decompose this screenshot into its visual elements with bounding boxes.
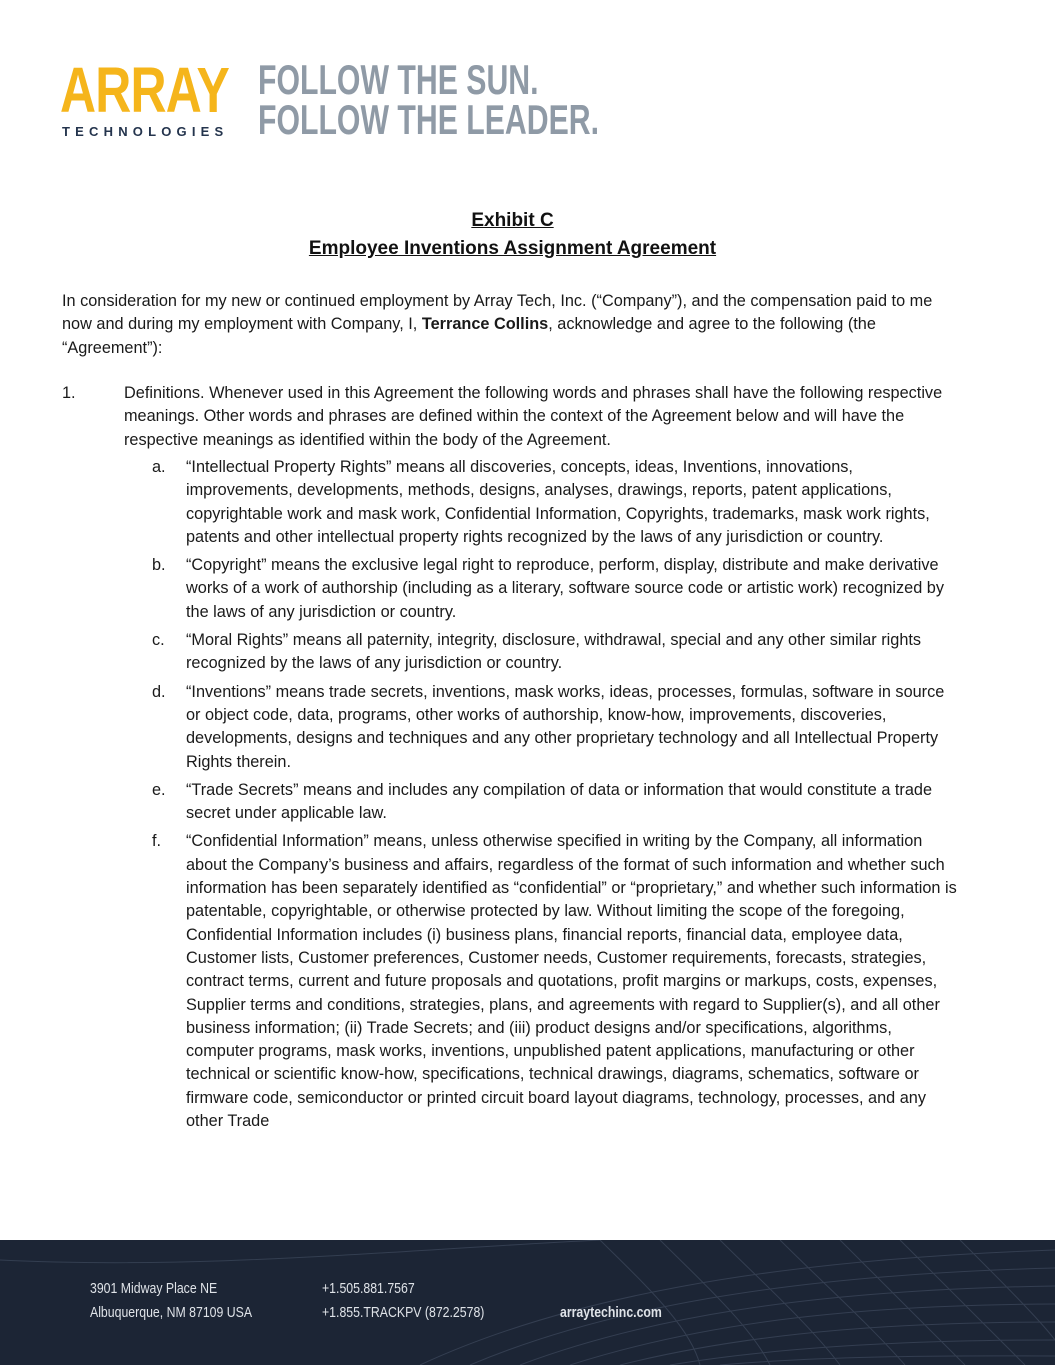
section-number: 1. (62, 384, 76, 402)
list-item-text: “Confidential Information” means, unless otherwise specified in writing by the Company, all information about the Company’s business and affairs, regardless of the format of such information and whether such information has been separately identified as “confidential” or “proprietary,” and whether such information is patentable, copyrightable, or otherwise protected by law. Without limiting the scope of the foregoing, Confidential Information includes (i) business plans, financial reports, financial data, employee data, Customer lists, Customer preferences, Customer needs, Customer requirements, forecasts, strategies, contract terms, current and future proposals and quotations, profit margins or markups, costs, expenses, Supplier terms and conditions, strategies, plans, and agreements with regard to Supplier(s), and all other business information; (ii) Trade Secrets; and (iii) product designs and/or specifications, algorithms, computer programs, mask works, inventions, unpublished patent applications, manufacturing or other technical or scientific know-how, specifications, technical drawings, diagrams, schematics, software or firmware code, semiconductor or printed circuit board layout diagrams, technology, processes, and any other Trade (186, 832, 957, 1131)
document-subtitle: Employee Inventions Assignment Agreement (308, 238, 717, 259)
footer-address-line-2: Albuquerque, NM 87109 USA (90, 1304, 253, 1321)
list-item (152, 629, 960, 676)
footer-phone-1: +1.505.881.7567 (322, 1280, 415, 1297)
company-logo (60, 54, 277, 139)
footer-website-link[interactable]: arraytechinc.com (560, 1304, 662, 1321)
list-item-text: “Copyright” means the exclusive legal right to reproduce, perform, display, distribute and make derivative works of a work of authorship (including as a literary, software source code or artistic work) recognized by the laws of any jurisdiction or country. (186, 556, 944, 621)
tagline-line-2: FOLLOW THE LEADER. (258, 96, 600, 143)
footer-address-line-1: 3901 Midway Place NE (90, 1280, 218, 1297)
list-item-letter: b. (152, 556, 166, 575)
intro-text-start: In consideration for my new or continued employment by Array Tech, Inc. (“Company”), and the compensation paid to me now and during my employment with Company, I, (62, 292, 933, 334)
list-item-letter: d. (152, 682, 166, 701)
definitions-list (152, 456, 960, 1138)
section-1 (62, 382, 962, 452)
tagline-line-1: FOLLOW THE SUN. (258, 56, 539, 103)
logo-wordmark: ARRAY (60, 54, 230, 126)
list-item-text: “Intellectual Property Rights” means all discoveries, concepts, ideas, Inventions, innovations, improvements, developments, methods, designs, analyses, drawings, reports, patent applications, copyrightable work and mask work, Confidential Information, Copyrights, trademarks, mask work rights, patents and other intellectual property rights recognized by the laws of any jurisdiction or country. (186, 458, 930, 546)
tagline (258, 56, 600, 143)
intro-text-end: , acknowledge and agree to the following (the “Agreement”): (62, 315, 876, 357)
list-item (152, 779, 960, 826)
list-item (152, 681, 960, 774)
list-item-letter: c. (152, 631, 165, 650)
intro-paragraph (62, 290, 962, 360)
footer-phone-2: +1.855.TRACKPV (872.2578) (322, 1304, 485, 1321)
footer-grid-decoration (0, 1240, 1055, 1365)
list-item-text: “Trade Secrets” means and includes any compilation of data or information that would constitute a trade secret under applicable law. (186, 780, 933, 823)
list-item-text: “Moral Rights” means all paternity, integrity, disclosure, withdrawal, special and any other similar rights recognized by the laws of any jurisdiction or country. (186, 631, 922, 673)
document-title: Exhibit C (471, 210, 554, 231)
list-item-letter: a. (152, 458, 166, 476)
page-footer (0, 1240, 1055, 1365)
employee-name: Terrance Collins (421, 315, 549, 334)
list-item-text: “Inventions” means trade secrets, inventions, mask works, ideas, processes, formulas, software in source or object code, data, programs, other works of authorship, know-how, improvements, discoveries, developments, designs and techniques and any other proprietary technology and all Intellectual Property Rights therein. (186, 682, 945, 771)
list-item (152, 456, 960, 549)
list-item (152, 554, 960, 624)
logo-subtitle: TECHNOLOGIES (62, 124, 229, 139)
list-item-letter: e. (152, 780, 166, 799)
list-item (152, 830, 960, 1133)
list-item-letter: f. (152, 832, 162, 851)
section-text: Definitions. Whenever used in this Agreement the following words and phrases shall have the following respective meanings. Other words and phrases are defined within the context of the Agreement below and will have the respective meanings as identified within the body of the Agreement. (124, 384, 943, 449)
